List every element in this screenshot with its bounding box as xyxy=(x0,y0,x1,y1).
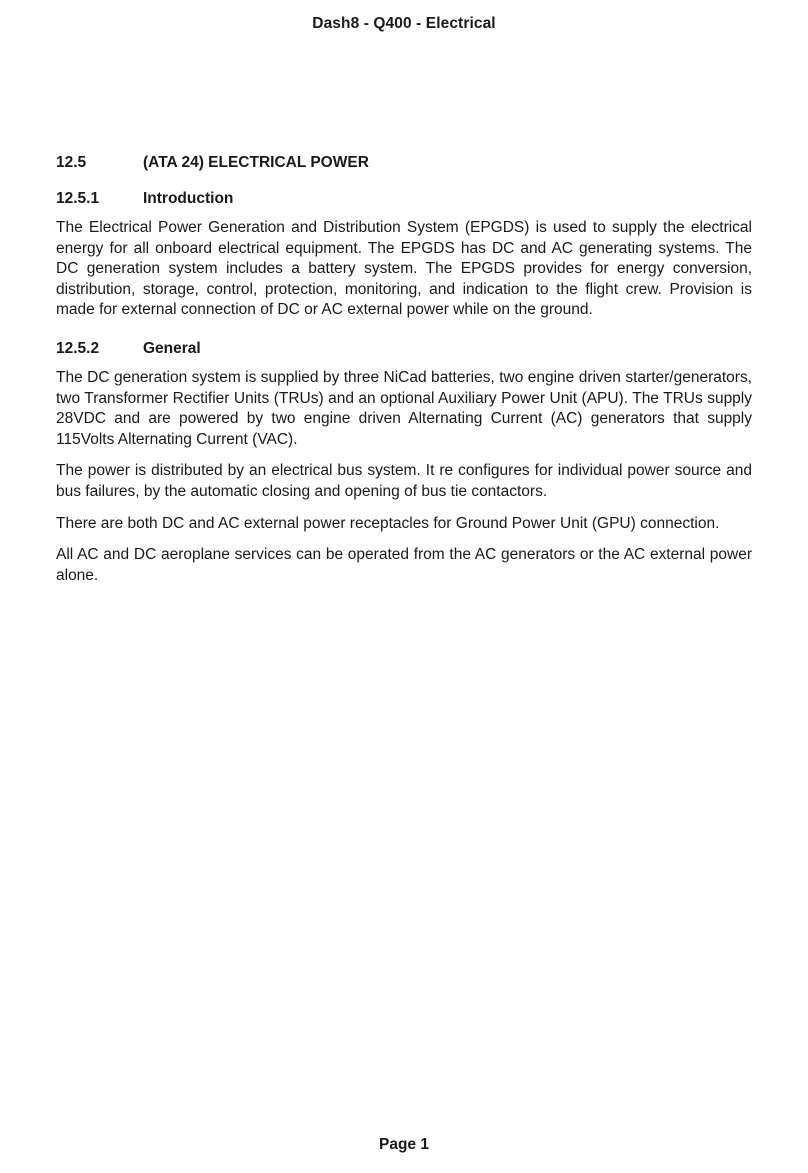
paragraph-introduction: The Electrical Power Generation and Distribution System (EPGDS) is used to supply the electrical energy for all onboard electrical equipment. The EPGDS has DC and AC generating systems. The DC generation system includes a battery system. The EPGDS provides for energy conversion, distribution, storage, control, protection, monitoring, and indication to the flight crew. Provision is made for external connection of DC or AC external power while on the ground. xyxy=(56,219,752,319)
paragraph-external-power: There are both DC and AC external power receptacles for Ground Power Unit (GPU) connection. xyxy=(56,514,720,532)
subsection-number: 12.5.2 xyxy=(56,339,100,357)
subsection-number: 12.5.1 xyxy=(56,190,100,207)
paragraph-dc-generation: The DC generation system is supplied by three NiCad batteries, two engine driven starter/generators, two Transformer Rectifier Units (TRUs) and an optional Auxiliary Power Unit (APU). The TRUs supply 28VDC and are powered by two engine driven Alternating Current (AC) generators that supply 115Volts Alternating Current (VAC). xyxy=(56,368,752,448)
document-body xyxy=(56,154,752,597)
running-header: Dash8 - Q400 - Electrical xyxy=(312,15,496,32)
subsection-title: General xyxy=(143,339,201,357)
section-number: 12.5 xyxy=(56,154,87,171)
subsection-heading-introduction xyxy=(56,190,752,208)
section-title: (ATA 24) ELECTRICAL POWER xyxy=(143,154,369,171)
section-heading xyxy=(56,154,752,172)
page-number: Page 1 xyxy=(379,1136,429,1153)
subsection-heading-general xyxy=(56,340,752,358)
paragraph-aeroplane-services: All AC and DC aeroplane services can be operated from the AC generators or the AC external power alone. xyxy=(56,546,752,584)
paragraph-power-distribution: The power is distributed by an electrical bus system. It re configures for individual power source and bus failures, by the automatic closing and opening of bus tie contactors. xyxy=(56,462,752,500)
subsection-title: Introduction xyxy=(143,190,234,207)
